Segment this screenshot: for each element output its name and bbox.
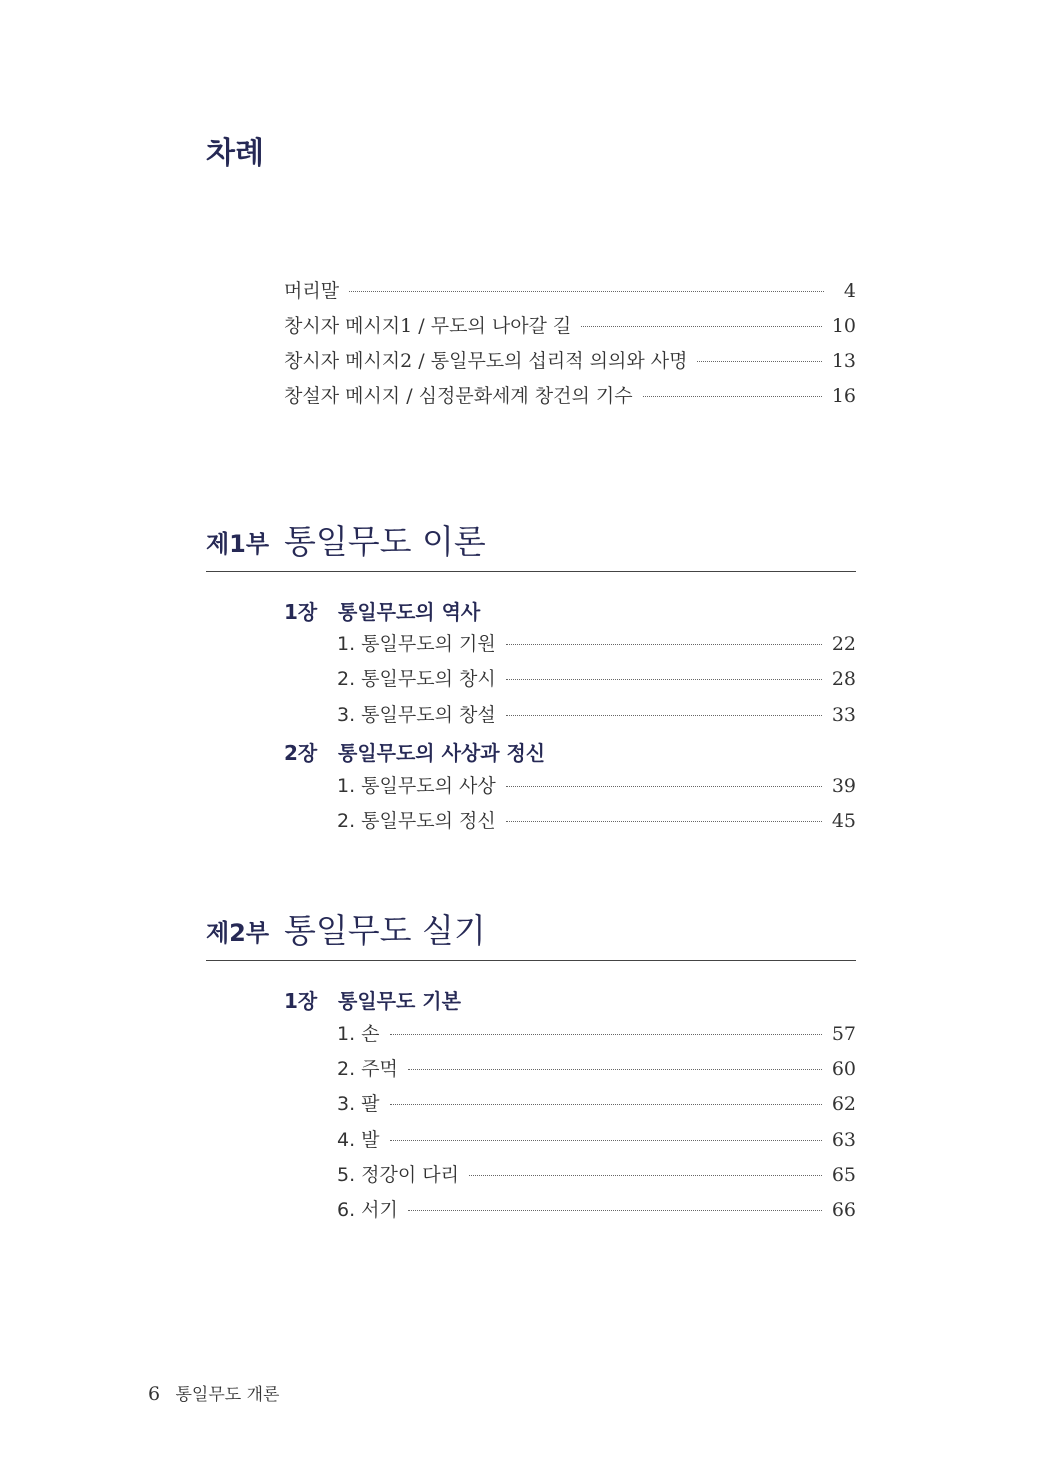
dot-leader [408,1210,822,1211]
toc-entry-page: 60 [831,1058,856,1080]
toc-entry[interactable] [284,276,856,306]
toc-entry-label: 5. 정강이 다리 [337,1164,459,1186]
dot-leader [581,326,822,327]
toc-entry[interactable] [337,1089,856,1119]
part-title: 통일무도 실기 [284,911,486,950]
dot-leader [506,644,822,645]
toc-entry-page: 22 [831,633,856,655]
page-footer [148,1380,279,1405]
toc-entry[interactable] [337,700,856,730]
toc-entry[interactable] [337,1125,856,1155]
toc-entry-page: 62 [831,1093,856,1115]
toc-entry[interactable] [337,806,856,836]
toc-entry-label: 창시자 메시지1 / 무도의 나아갈 길 [284,315,572,337]
dot-leader [643,396,822,397]
part-number: 제1부 [206,530,270,558]
chapter-title: 통일무도의 역사 [338,600,481,624]
dot-leader [469,1175,822,1176]
dot-leader [506,679,822,680]
toc-entry-page: 33 [831,704,856,726]
dot-leader [506,715,822,716]
dot-leader [390,1034,822,1035]
toc-entry-page: 57 [831,1023,856,1045]
toc-entry[interactable] [337,664,856,694]
chapter-heading [284,596,480,625]
chapter-number: 1장 [284,989,318,1013]
dot-leader [506,821,822,822]
dot-leader [349,291,824,292]
dot-leader [506,786,822,787]
toc-entry-label: 창시자 메시지2 / 통일무도의 섭리적 의의와 사명 [284,350,688,372]
toc-entry-label: 2. 통일무도의 창시 [337,668,496,690]
dot-leader [697,361,821,362]
toc-entry[interactable] [337,1019,856,1049]
part-heading [206,910,856,961]
toc-entry-label: 4. 발 [337,1129,380,1151]
toc-entry-page: 39 [831,775,856,797]
toc-entry-page: 66 [831,1199,856,1221]
toc-entry-page: 4 [843,280,856,302]
toc-entry[interactable] [337,629,856,659]
toc-entry-label: 창설자 메시지 / 심정문화세계 창건의 기수 [284,385,633,407]
toc-entry[interactable] [284,311,856,341]
chapter-heading [284,737,545,766]
dot-leader [390,1104,822,1105]
dot-leader [390,1140,822,1141]
toc-entry-label: 1. 손 [337,1023,380,1045]
toc-entry[interactable] [284,381,856,411]
toc-entry-page: 63 [831,1129,856,1151]
toc-entry-page: 10 [831,315,856,337]
toc-entry[interactable] [284,346,856,376]
part-title: 통일무도 이론 [284,522,486,561]
toc-entry[interactable] [337,1054,856,1084]
chapter-title: 통일무도의 사상과 정신 [338,741,546,765]
toc-entry-page: 13 [831,350,856,372]
page-title: 차례 [206,136,264,171]
dot-leader [408,1069,822,1070]
toc-entry-label: 2. 주먹 [337,1058,398,1080]
chapter-number: 2장 [284,741,318,765]
toc-entry-label: 2. 통일무도의 정신 [337,810,496,832]
part-heading [206,521,856,572]
toc-entry-label: 3. 팔 [337,1093,380,1115]
toc-entry-label: 1. 통일무도의 기원 [337,633,496,655]
toc-entry-label: 3. 통일무도의 창설 [337,704,496,726]
toc-entry-page: 45 [831,810,856,832]
chapter-title: 통일무도 기본 [338,989,461,1013]
toc-entry-page: 65 [831,1164,856,1186]
toc-entry[interactable] [337,1195,856,1225]
toc-entry-page: 28 [831,668,856,690]
toc-entry-page: 16 [831,385,856,407]
toc-entry-label: 머리말 [284,280,340,302]
toc-entry-label: 6. 서기 [337,1199,398,1221]
chapter-heading [284,985,461,1014]
toc-entry-label: 1. 통일무도의 사상 [337,775,496,797]
footer-book-title: 통일무도 개론 [175,1385,280,1405]
toc-entry[interactable] [337,771,856,801]
chapter-number: 1장 [284,600,318,624]
toc-entry[interactable] [337,1160,856,1190]
footer-page-number: 6 [148,1383,161,1405]
part-number: 제2부 [206,919,270,947]
